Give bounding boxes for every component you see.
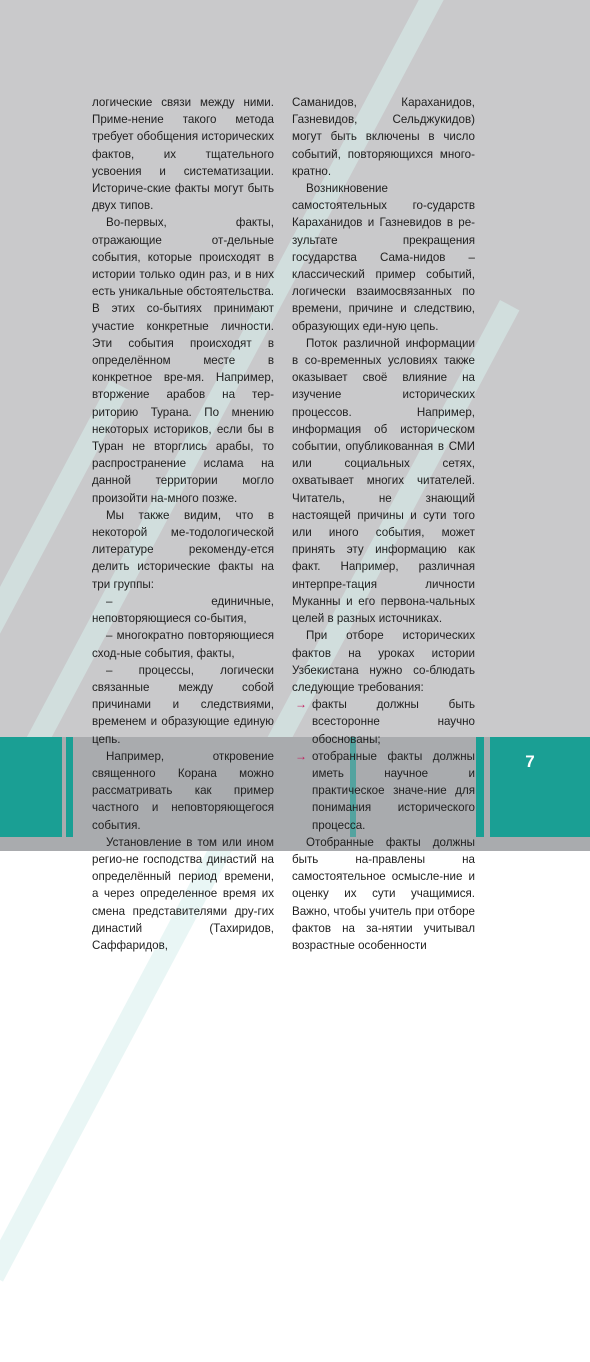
page-number: 7 — [525, 752, 535, 771]
paragraph: – многократно повторяющиеся сход-ные события, факты, — [92, 629, 274, 660]
arrow-right-icon: → — [295, 697, 307, 712]
paragraph: Возникновение самостоятельных го-сударств Караханидов и Газневидов в ре-зультате прекращения государства Сама-нидов – классический пример событий, логически взаимосвязанных по времени, причине и следствию, образующих еди-ную цепь. — [292, 182, 475, 333]
text-column-right — [292, 94, 475, 954]
paragraph: Установление в том или ином регио-не господства династий на определённый период времени, а через определенное время их смена представителями дру-гих династий (Тахиридов, Саффаридов, — [92, 835, 274, 952]
paragraph: При отборе исторических фактов на уроках истории Узбекистана нужно со-блюдать следующие требования: — [292, 629, 475, 694]
paragraph: – процессы, логически связанные между собой причинами и следствиями, временем и образующие единую цепь. — [92, 663, 274, 746]
paragraph: Например, откровение священного Корана можно рассматривать как пример частного и неповторяющегося события. — [92, 749, 274, 832]
footer-teal-block-left — [0, 737, 62, 837]
bullet-text: отобранные факты должны иметь научное и практическое значе-ние для понимания исторического процесса. — [312, 749, 475, 832]
paragraph: Во-первых, факты, отражающие от-дельные события, которые происходят в истории только один раз, и в них есть уникальные обстоятельства. В этих со-бытиях принимают участие конкретные личности. Эти события происходят в определённом месте в конкретное вре-мя. Например, вторжение арабов на тер-риторию Турана. По мнению некоторых историков, если бы в Туран не вторглись арабы, то распространение ислама на данной территории могло произойти на-много позже. — [92, 216, 274, 505]
bullet-item — [292, 748, 475, 834]
paragraph: – единичные, неповторяющиеся со-бытия, — [92, 594, 274, 626]
arrow-right-icon: → — [295, 748, 307, 763]
bullet-list — [292, 696, 475, 834]
text-column-left — [92, 94, 274, 954]
paragraph: Поток различной информации в со-временных условиях также оказывает своё влияние на изучение исторических процессов. Например, информация об историческом событии, опубликованная в СМИ или социальных сетях, охватывает многих читателей. Читатель, не знающий настоящей причины и сути того или иного события, может принять эту информацию как факт. Например, различная интерпре-тация личности Муканны и его первона-чальных целей в разных источниках. — [292, 336, 475, 626]
footer-teal-stripe-left — [66, 737, 73, 837]
paragraph: логические связи между ними. Приме-нение такого метода требует обобщения исторических фактов, их тщательного усвоения и систематизации. Историче-ские факты могут быть двух типов. — [92, 96, 274, 213]
paragraph: Отобранные факты должны быть на-правлены на самостоятельное осмысле-ние и оценку их сути учащимися. Важно, чтобы учитель при отборе фактов на за-нятии учитывал возрастные особенности — [292, 835, 475, 952]
paragraph: Саманидов, Караханидов, Газневидов, Сельджукидов) могут быть включены в число событий, повторяющихся много-кратно. — [292, 96, 475, 178]
bullet-text: факты должны быть всесторонне научно обоснованы; — [312, 698, 475, 746]
bullet-item — [292, 696, 475, 748]
footer-teal-stripe-right — [476, 737, 484, 837]
paragraph: Мы также видим, что в некоторой ме-тодологической литературе рекоменду-ется делить исторические факты на три группы: — [92, 508, 274, 591]
